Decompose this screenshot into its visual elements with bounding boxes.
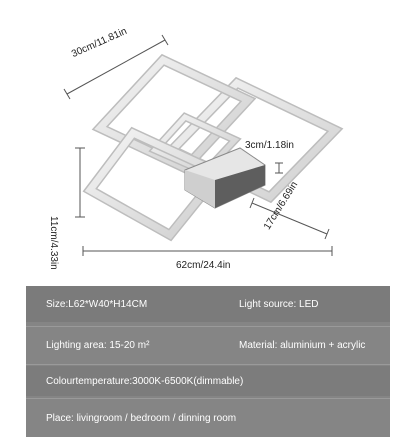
spec-lighting-area: Lighting area: 15-20 m² [46, 340, 150, 351]
spec-row-colour-temperature [26, 366, 390, 396]
spec-material: Material: aluminium + acrylic [239, 340, 366, 351]
spec-size: Size:L62*W40*H14CM [46, 298, 148, 310]
spec-place: Place: livingroom / bedroom / dinning room [46, 413, 237, 424]
spec-row-place [26, 400, 390, 437]
height-label: 11cm/4.33in [48, 216, 59, 270]
spec-row-size [26, 286, 390, 322]
width-label: 30cm/11.81in [70, 25, 129, 61]
depth-label: 17cm/6.69in [262, 179, 301, 232]
spec-row-area [26, 329, 390, 362]
gap-label: 3cm/1.18in [245, 140, 294, 151]
total-width-label: 62cm/24.4in [176, 260, 231, 271]
spec-colour-temperature: Colourtemperature:3000K-6500K(dimmable) [46, 375, 244, 387]
specifications-table [26, 286, 390, 437]
spec-light-source: Light source: LED [239, 298, 319, 310]
